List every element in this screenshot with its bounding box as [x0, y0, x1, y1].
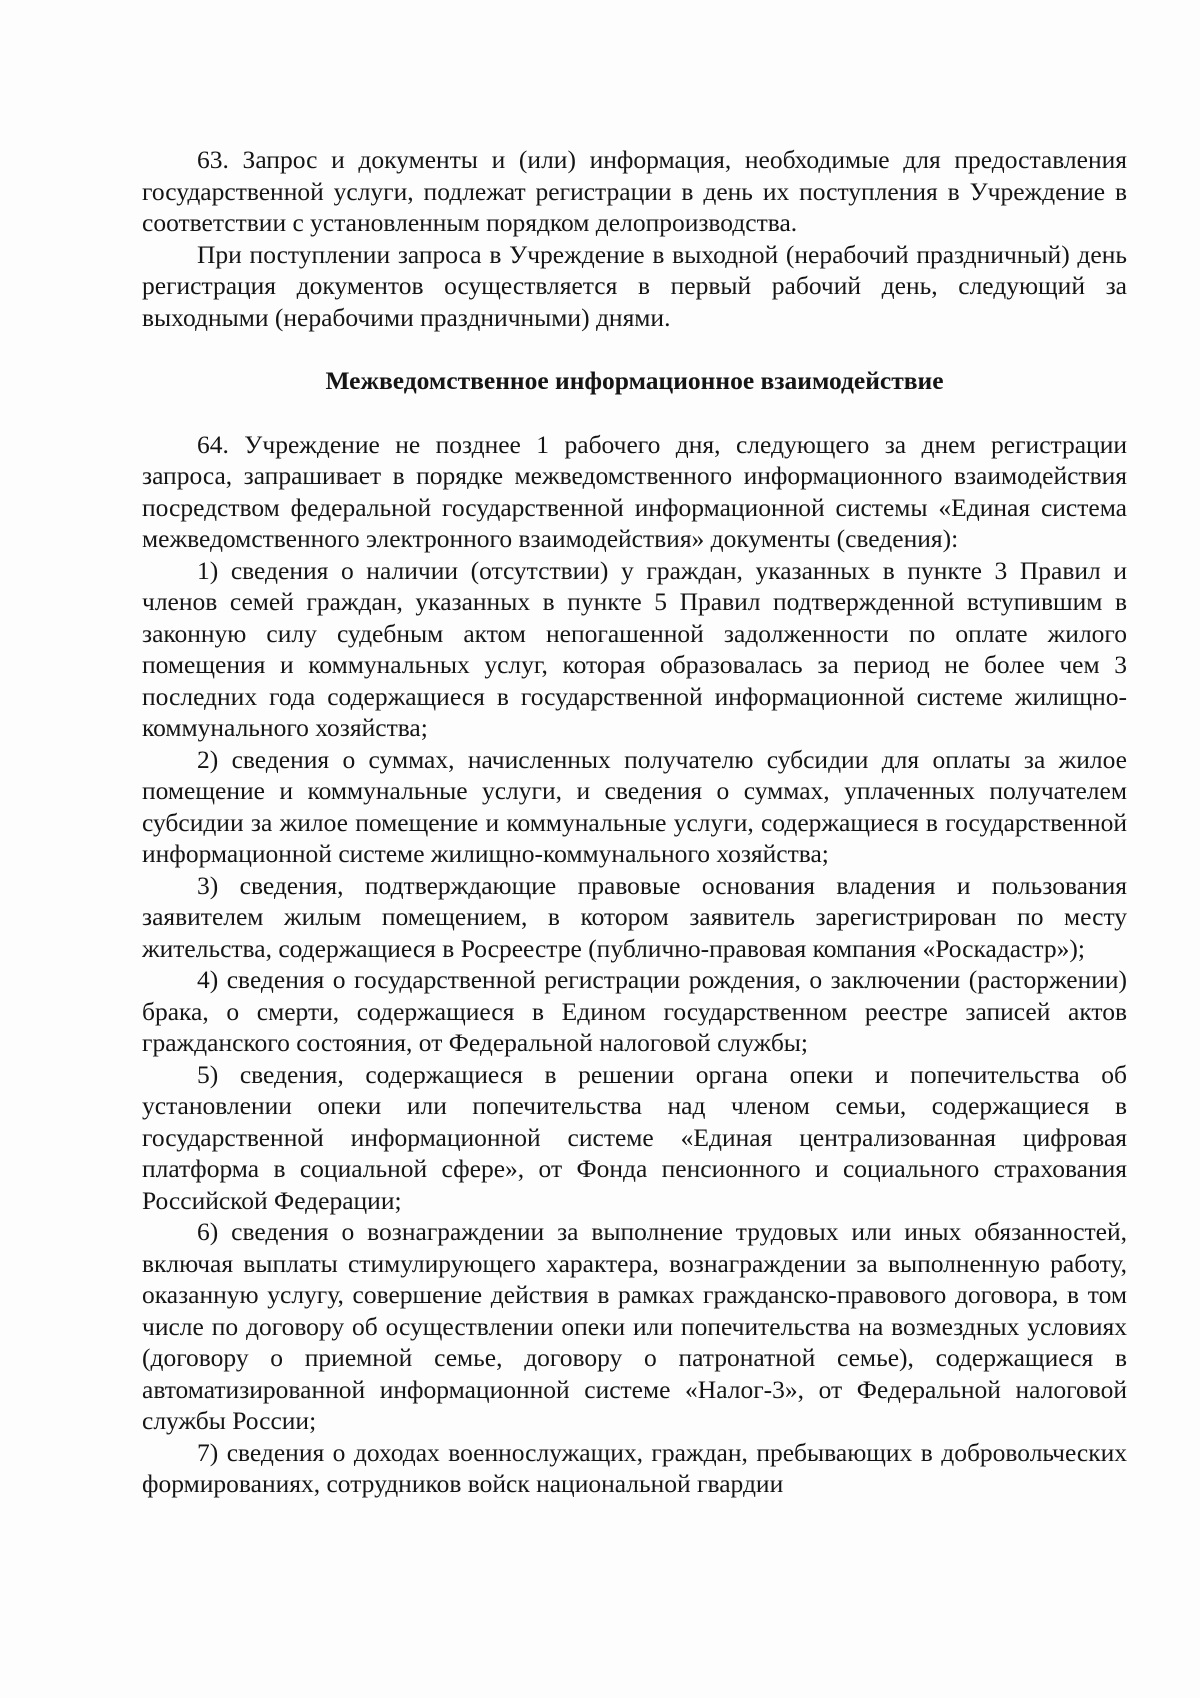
list-item-7: 7) сведения о доходах военнослужащих, граждан, пребывающих в добровольческих формированиях, сотрудников войск национальной гвардии [142, 1437, 1127, 1498]
paragraph-63-holiday: При поступлении запроса в Учреждение в выходной (нерабочий праздничный) день регистрация документов осуществляется в первый рабочий день, следующий за выходными (нерабочими праздничными) днями. [142, 239, 1127, 332]
list-item-4: 4) сведения о государственной регистрации рождения, о заключении (расторжении) брака, о смерти, содержащиеся в Едином государственном реестре записей актов гражданского состояния, от Федеральной налоговой службы; [142, 965, 1127, 1057]
list-item-1: 1) сведения о наличии (отсутствии) у граждан, указанных в пункте 3 Правил и членов семей граждан, указанных в пункте 5 Правил подтвержденной вступившим в законную силу судебным актом непогашенной задолженности по оплате жилого помещения и коммунальных услуг, которая образовалась за период не более чем 3 последних года содержащиеся в государственной информационной системе жилищно-коммунального хозяйства; [142, 555, 1127, 742]
paragraph-64: 64. Учреждение не позднее 1 рабочего дня, следующего за днем регистрации запроса, запрашивает в порядке межведомственного информационного взаимодействия посредством федеральной государственной информационной системы «Единая система межведомственного электронного взаимодействия» документы (сведения): [142, 429, 1127, 553]
list-item-5: 5) сведения, содержащиеся в решении органа опеки и попечительства об установлении опеки или попечительства над членом семьи, содержащиеся в государственной информационной системе «Единая централизованная цифровая платформа в социальной сфере», от Фонда пенсионного и социального страхования Российской Федерации; [142, 1059, 1127, 1215]
paragraph-63: 63. Запрос и документы и (или) информация, необходимые для предоставления государственной услуги, подлежат регистрации в день их поступления в Учреждение в соответствии с установленным порядком делопроизводства. [142, 145, 1127, 237]
section-heading: Межведомственное информационное взаимодействие [325, 366, 944, 395]
list-item-2: 2) сведения о суммах, начисленных получателю субсидии для оплаты за жилое помещение и коммунальные услуги, и сведения о суммах, уплаченных получателем субсидии за жилое помещение и коммунальные услуги, содержащиеся в государственной информационной системе жилищно-коммунального хозяйства; [142, 744, 1127, 868]
list-item-3: 3) сведения, подтверждающие правовые основания владения и пользования заявителем жилым помещением, в котором заявитель зарегистрирован по месту жительства, содержащиеся в Росреестре (публично-правовая компания «Роскадастр»); [142, 870, 1127, 963]
list-item-6: 6) сведения о вознаграждении за выполнение трудовых или иных обязанностей, включая выплаты стимулирующего характера, вознаграждении за выполненную работу, оказанную услугу, совершение действия в рамках гражданско-правового договора, в том числе по договору об осуществлении опеки или попечительства на возмездных условиях (договору о приемной семье, договору о патронатной семье), содержащиеся в автоматизированной информационной системе «Налог-3», от Федеральной налоговой службы России; [142, 1217, 1127, 1435]
document-body [142, 144, 1127, 1500]
